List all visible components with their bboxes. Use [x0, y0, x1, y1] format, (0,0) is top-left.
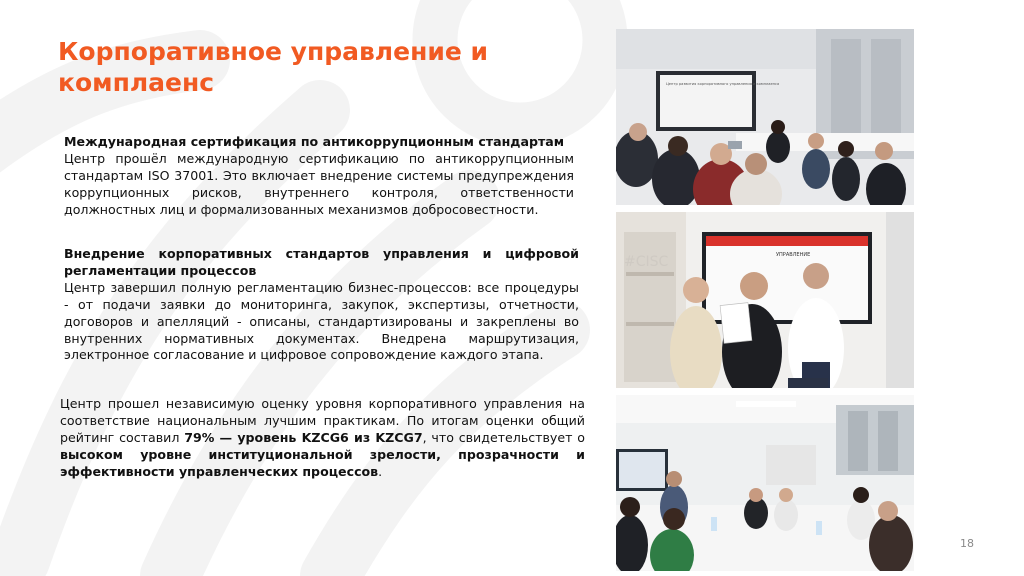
section-body: Центр прошёл международную сертификацию по антикоррупционным стандартам ISO 37001. Это включает внедрение системы предупреждения коррупционных рисков, внутреннего контроля, ответственности должностных лиц и формализованных механизмов добросовестности.: [64, 150, 574, 217]
section-heading: Международная сертификация по антикоррупционным стандартам: [64, 134, 565, 149]
summary-text: Центр прошел независимую оценку уровня корпоративного управления на соответствие национальным лучшим практикам. По итогам оценки общий рейтинг составил: [60, 396, 585, 445]
section-corporate-standards: [64, 246, 579, 364]
summary-paragraph: [60, 396, 585, 481]
wall-sign: #CISC: [624, 254, 669, 270]
section-certification: [64, 134, 574, 219]
maturity-highlight: высоком уровне институциональной зрелости, прозрачности и эффективности управленческих процессов: [60, 446, 585, 479]
section-heading: Внедрение корпоративных стандартов управления и цифровой регламентации процессов: [64, 246, 579, 278]
rating-highlight: 79% — уровень KZCG6 из KZCG7: [184, 429, 423, 445]
photo-meeting: [616, 29, 914, 205]
section-body: Центр завершил полную регламентацию бизнес-процессов: все процедуры - от подачи заявки до мониторинга, закупок, экспертизы, отчетности, договоров и апелляций - описаны, стандартизированы и закреплены во внутренних нормативных документах. Внедрена маршрутизация, электронное согласование и цифровое сопровождение каждого этапа.: [64, 279, 579, 363]
photo-certificate-presentation: [616, 212, 914, 388]
page-title: Корпоративное управление и комплаенс: [58, 37, 489, 97]
summary-text: .: [378, 463, 383, 479]
page-number: 18: [960, 537, 974, 550]
section-assessment-summary: [60, 396, 585, 481]
screen-text: Центр развития корпоративного управления и комплаенса: [666, 82, 780, 86]
photo-seminar: [616, 395, 914, 571]
summary-text: , что свидетельствует о: [422, 429, 585, 445]
screen-text: УПРАВЛЕНИЕ: [776, 252, 811, 258]
